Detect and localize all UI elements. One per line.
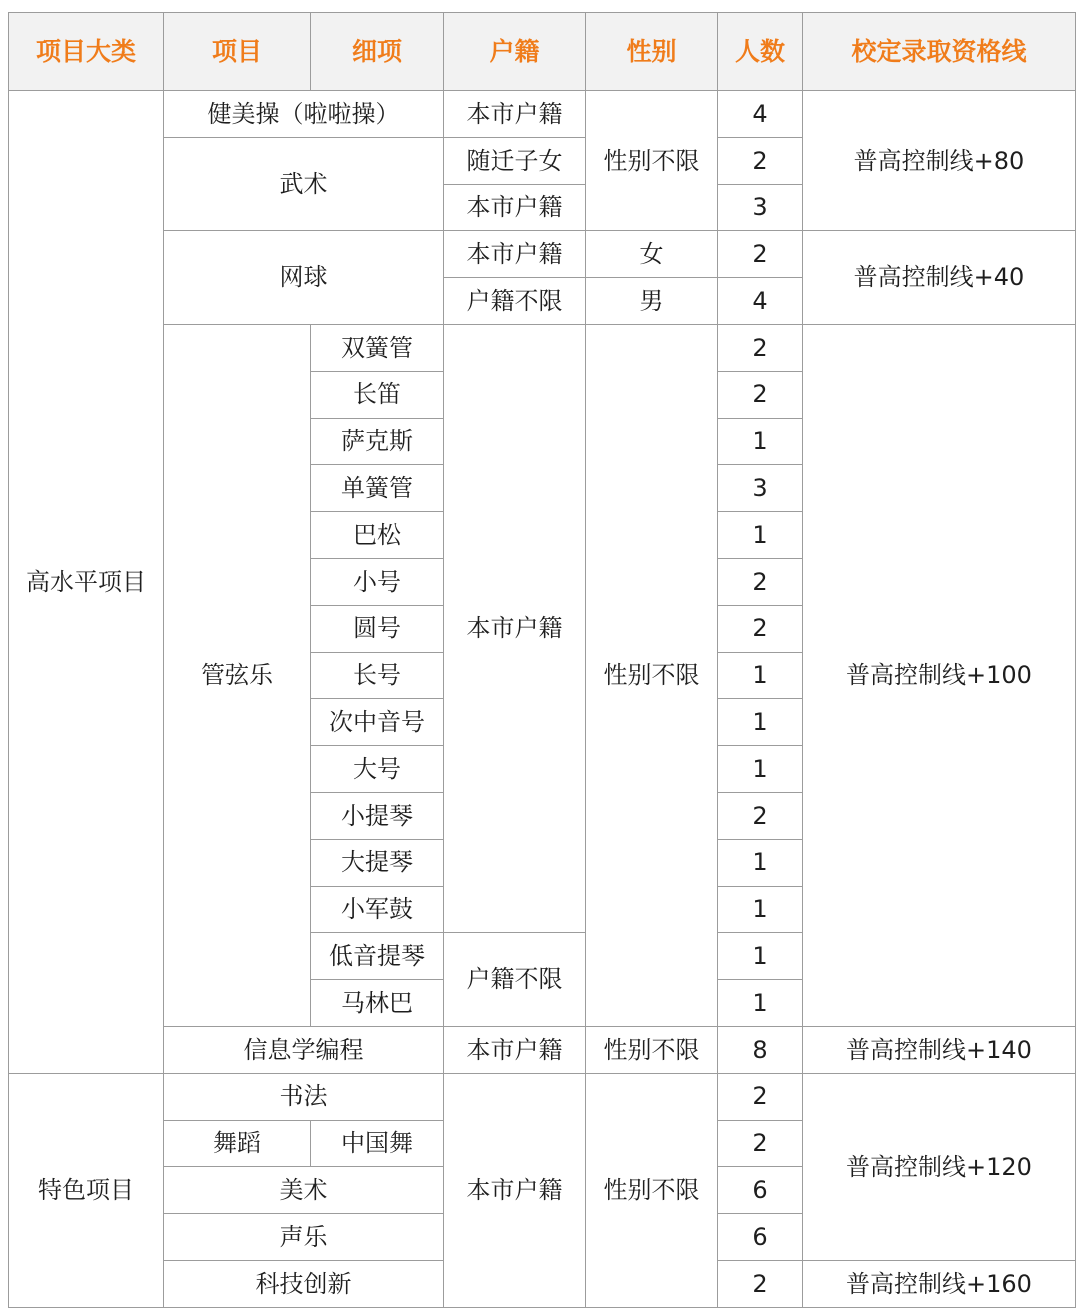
count-cell: 2 [718,1073,803,1120]
count-cell: 6 [718,1214,803,1261]
subitem-cell: 大号 [311,746,444,793]
table-header [9,13,1076,91]
count-cell: 1 [718,699,803,746]
table-row [9,324,1076,371]
subitem-cell: 中国舞 [311,1120,444,1167]
subitem-cell: 小号 [311,558,444,605]
count-cell: 1 [718,839,803,886]
count-cell: 2 [718,231,803,278]
gender-cell: 性别不限 [586,1073,718,1307]
table-row [9,1026,1076,1073]
subitem-cell: 次中音号 [311,699,444,746]
admission-line-cell: 普高控制线+160 [803,1260,1076,1307]
subitem-cell: 萨克斯 [311,418,444,465]
count-cell: 6 [718,1167,803,1214]
subitem-cell: 长号 [311,652,444,699]
gender-cell: 性别不限 [586,91,718,231]
item-cell: 信息学编程 [164,1026,444,1073]
table-row [9,1073,1076,1120]
count-cell: 3 [718,184,803,231]
count-cell: 2 [718,792,803,839]
gender-cell: 男 [586,278,718,325]
hukou-cell: 本市户籍 [444,324,586,932]
count-cell: 1 [718,746,803,793]
count-cell: 8 [718,1026,803,1073]
gender-cell: 性别不限 [586,1026,718,1073]
gender-cell: 女 [586,231,718,278]
count-cell: 2 [718,324,803,371]
category-high-level: 高水平项目 [9,91,164,1074]
count-cell: 4 [718,91,803,138]
hukou-cell: 户籍不限 [444,278,586,325]
count-cell: 2 [718,137,803,184]
hukou-cell: 本市户籍 [444,184,586,231]
hukou-cell: 户籍不限 [444,933,586,1027]
admission-line-cell: 普高控制线+120 [803,1073,1076,1260]
subitem-cell: 小军鼓 [311,886,444,933]
hukou-cell: 随迁子女 [444,137,586,184]
count-cell: 1 [718,652,803,699]
admission-table-container [8,12,1076,1308]
admission-line-cell: 普高控制线+100 [803,324,1076,1026]
subitem-cell: 圆号 [311,605,444,652]
count-cell: 1 [718,512,803,559]
item-cell: 管弦乐 [164,324,311,1026]
item-cell: 武术 [164,137,444,231]
count-cell: 2 [718,371,803,418]
count-cell: 1 [718,980,803,1027]
header-admission-line: 校定录取资格线 [803,13,1076,91]
hukou-cell: 本市户籍 [444,1073,586,1307]
item-cell: 健美操（啦啦操） [164,91,444,138]
subitem-cell: 小提琴 [311,792,444,839]
count-cell: 4 [718,278,803,325]
subitem-cell: 长笛 [311,371,444,418]
count-cell: 1 [718,933,803,980]
count-cell: 3 [718,465,803,512]
gender-cell: 性别不限 [586,324,718,1026]
item-cell: 网球 [164,231,444,325]
count-cell: 1 [718,886,803,933]
header-gender: 性别 [586,13,718,91]
count-cell: 2 [718,558,803,605]
item-cell: 声乐 [164,1214,444,1261]
hukou-cell: 本市户籍 [444,91,586,138]
item-cell: 书法 [164,1073,444,1120]
subitem-cell: 大提琴 [311,839,444,886]
admission-line-cell: 普高控制线+40 [803,231,1076,325]
count-cell: 2 [718,1260,803,1307]
table-row [9,231,1076,278]
header-hukou: 户籍 [444,13,586,91]
count-cell: 1 [718,418,803,465]
admission-line-cell: 普高控制线+80 [803,91,1076,231]
subitem-cell: 双簧管 [311,324,444,371]
category-special: 特色项目 [9,1073,164,1307]
header-row [9,13,1076,91]
subitem-cell: 低音提琴 [311,933,444,980]
count-cell: 2 [718,605,803,652]
header-category: 项目大类 [9,13,164,91]
subitem-cell: 单簧管 [311,465,444,512]
admission-table [8,12,1076,1308]
table-row [9,91,1076,138]
header-item: 项目 [164,13,311,91]
hukou-cell: 本市户籍 [444,231,586,278]
header-subitem: 细项 [311,13,444,91]
hukou-cell: 本市户籍 [444,1026,586,1073]
subitem-cell: 巴松 [311,512,444,559]
item-cell: 科技创新 [164,1260,444,1307]
admission-line-cell: 普高控制线+140 [803,1026,1076,1073]
header-count: 人数 [718,13,803,91]
subitem-cell: 马林巴 [311,980,444,1027]
item-cell: 舞蹈 [164,1120,311,1167]
table-body [9,91,1076,1308]
count-cell: 2 [718,1120,803,1167]
item-cell: 美术 [164,1167,444,1214]
